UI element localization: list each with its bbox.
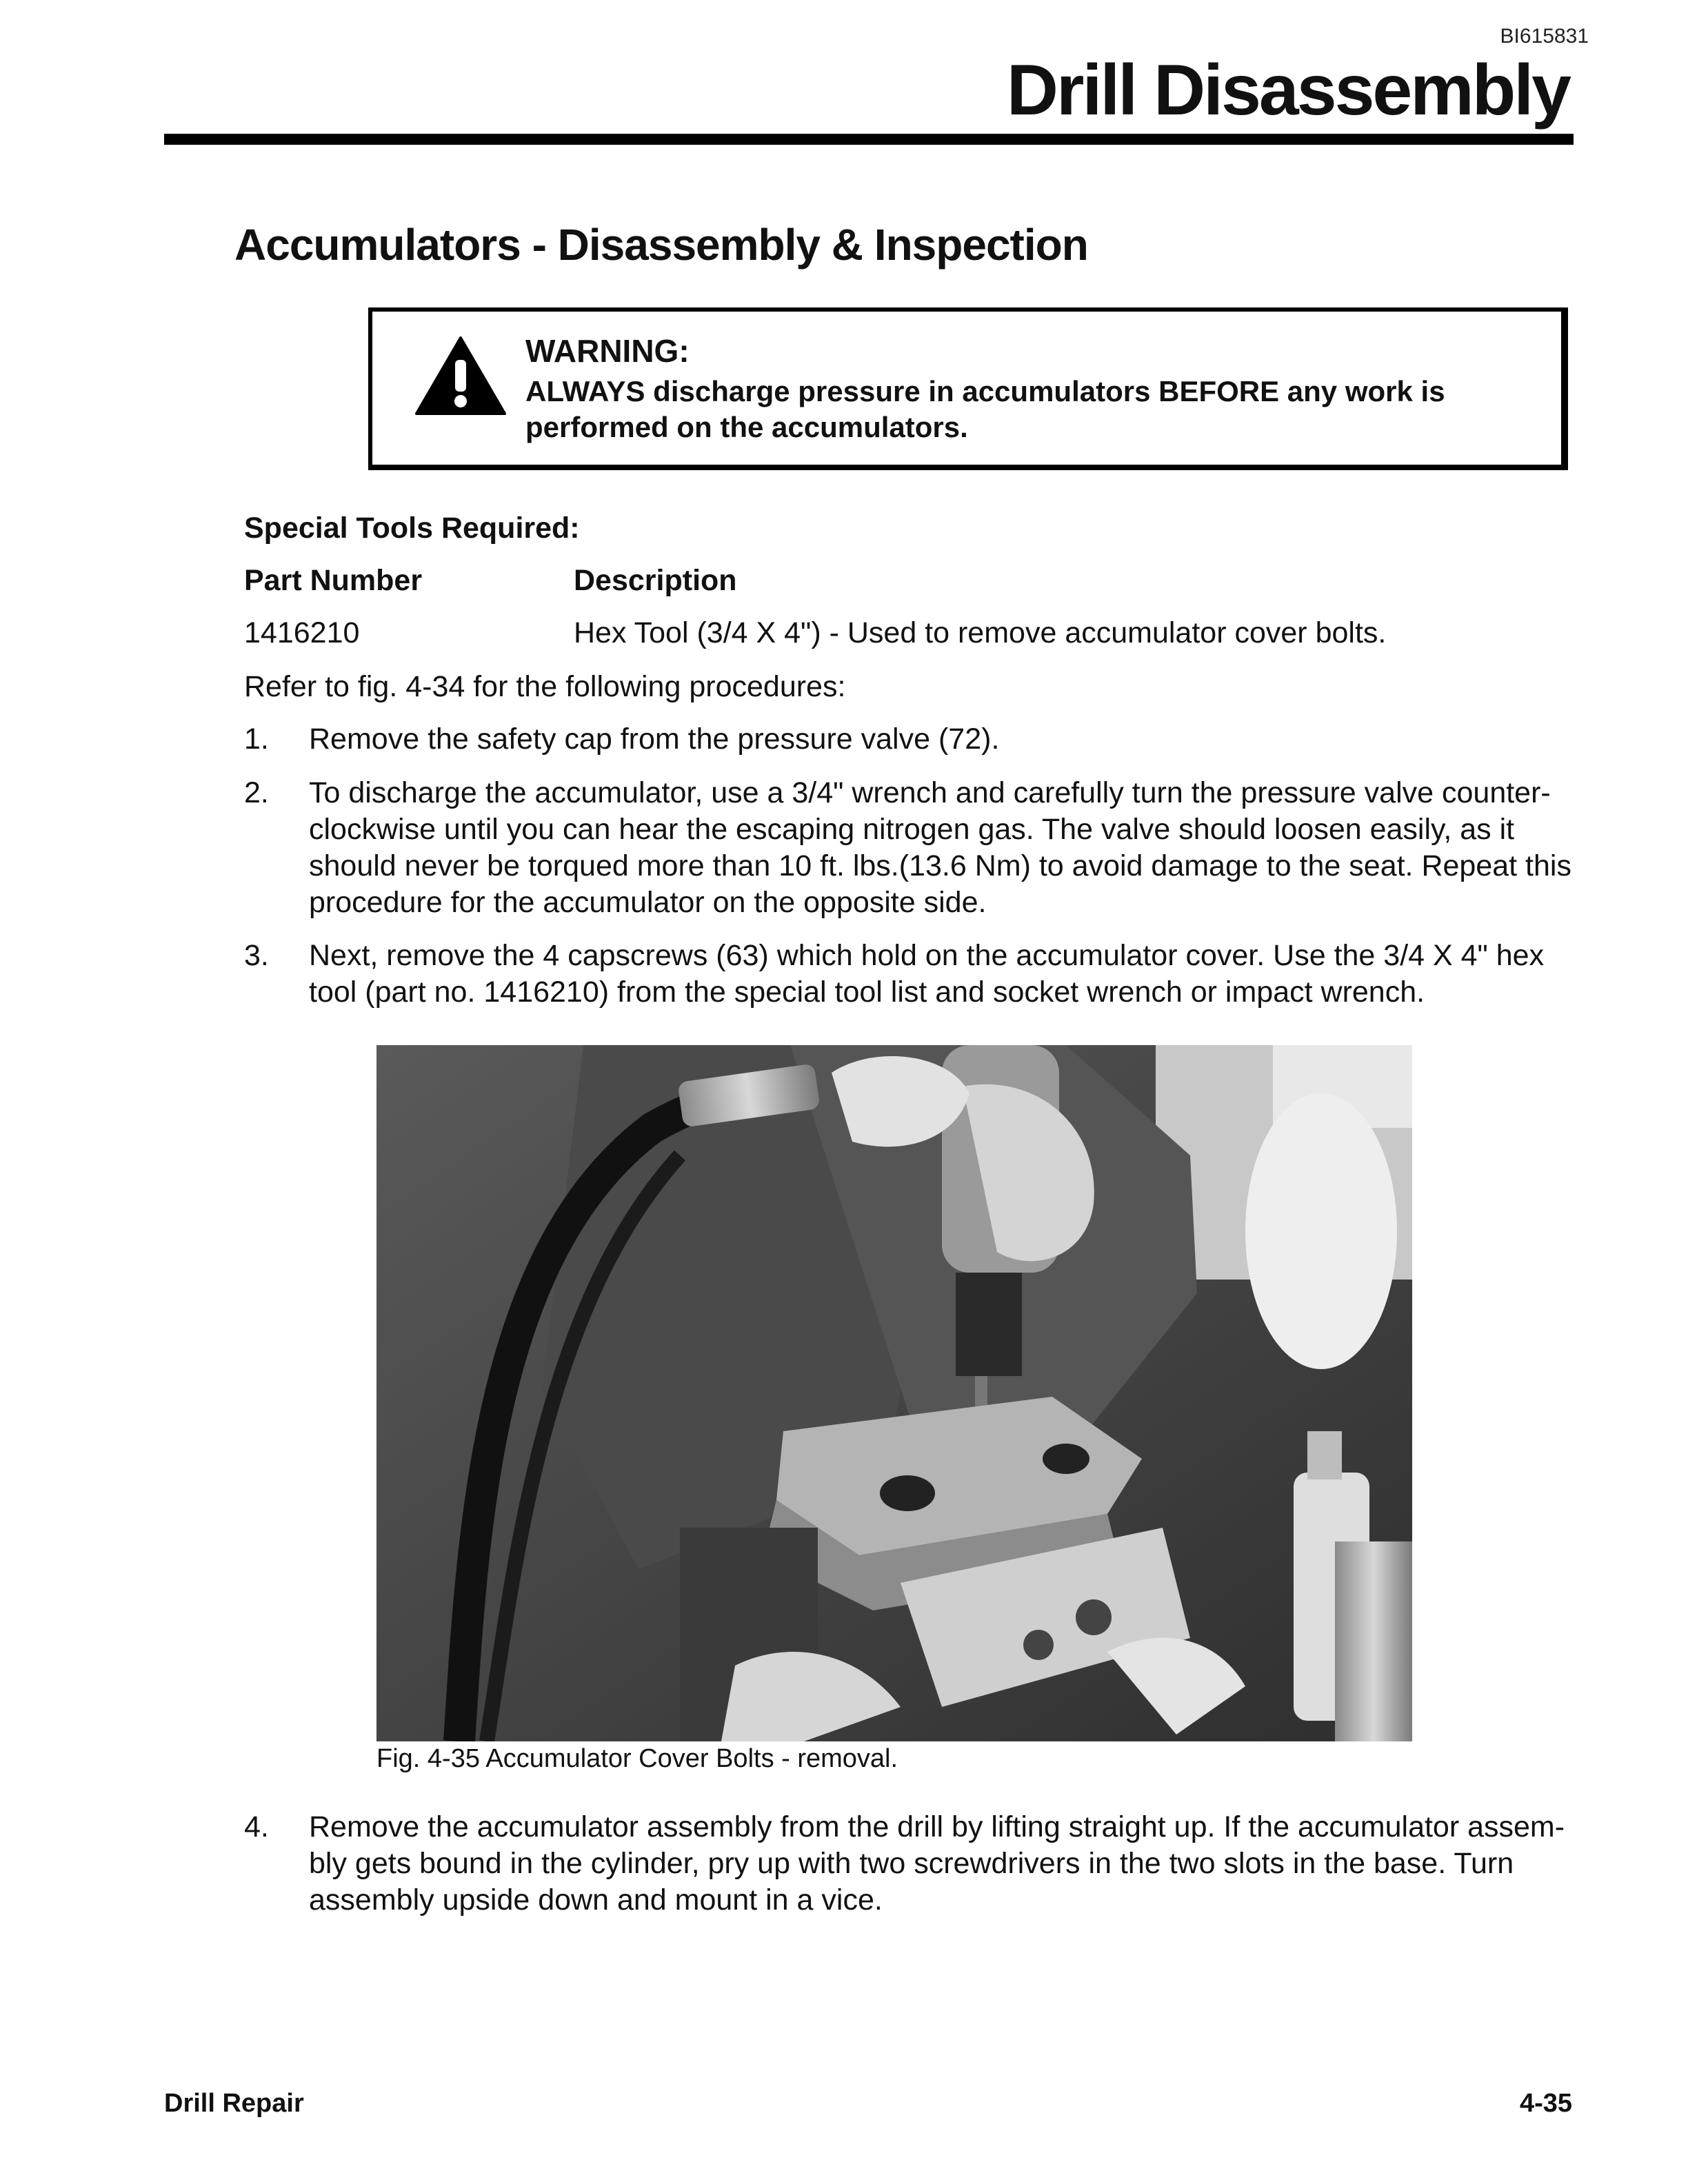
step-number: 3. [244, 939, 269, 972]
figure-caption: Fig. 4-35 Accumulator Cover Bolts - removal. [376, 1744, 898, 1773]
refer-text: Refer to fig. 4-34 for the following procedures: [244, 670, 846, 703]
accumulator-cover-bolts-photo [376, 1045, 1412, 1741]
step-text: Next, remove the 4 capscrews (63) which hold on the accumulator cover. Use the 3/4 X 4" hex tool (part no. 1416210) from the special tool list and socket wrench or impact wrench. [309, 939, 1545, 1009]
warning-text: ALWAYS discharge pressure in accumulators BEFORE any work is performed on the accumulators. [525, 375, 1445, 443]
footer-page-number: 4-35 [1519, 2089, 1572, 2118]
tool-part-number: 1416210 [244, 616, 360, 649]
step-text: To discharge the accumulator, use a 3/4" wrench and carefully turn the pressure valve counter-clockwise until you can hear the escaping nitrogen gas. The valve should loosen easily, as it should never be torqued more than 10 ft. lbs.(13.6 Nm) to avoid damage to the seat. Repeat this procedure for the accumulator on the opposite side. [309, 776, 1571, 919]
warning-box [368, 307, 1568, 470]
title-rule [164, 134, 1574, 145]
document-id: BI615831 [1500, 25, 1589, 48]
step-number: 2. [244, 776, 269, 809]
page-title: Drill Disassembly [1006, 50, 1569, 130]
footer-section-name: Drill Repair [164, 2089, 304, 2118]
section-title: Accumulators - Disassembly & Inspection [234, 220, 1088, 270]
warning-heading: WARNING: [525, 333, 690, 369]
column-header-part-number: Part Number [244, 564, 423, 597]
column-header-description: Description [574, 564, 737, 597]
special-tools-heading: Special Tools Required: [244, 512, 580, 545]
tool-description: Hex Tool (3/4 X 4") - Used to remove accumulator cover bolts. [574, 616, 1387, 649]
step-text: Remove the accumulator assembly from the drill by lifting straight up. If the accumulator assem-bly gets bound in the cylinder, pry up with two screwdrivers in the two slots in the base. Turn assembly upside down and mount in a vice. [309, 1810, 1565, 1917]
step-number: 4. [244, 1810, 269, 1843]
step-number: 1. [244, 722, 269, 756]
step-text: Remove the safety cap from the pressure valve (72). [309, 722, 1000, 756]
warning-triangle-icon [415, 336, 506, 418]
